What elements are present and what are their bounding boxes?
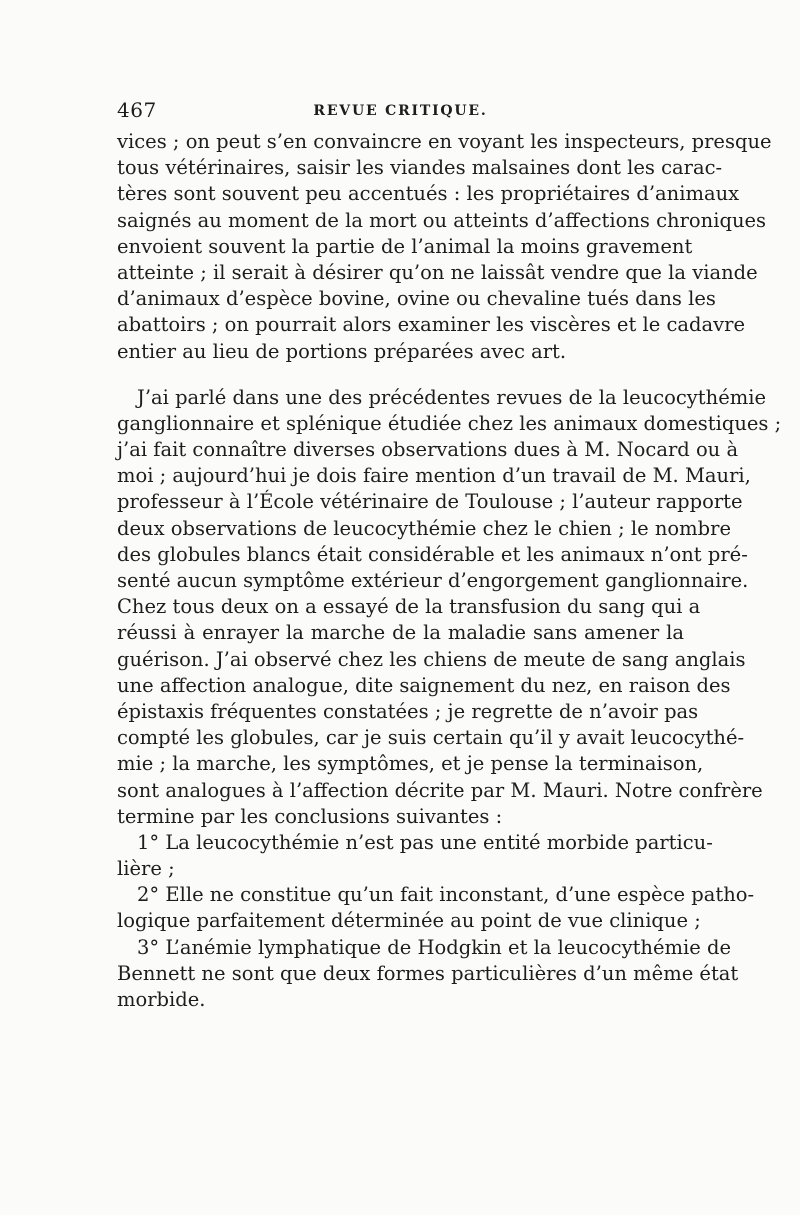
- text-line: compté les globules, car je suis certain qu’il y avait leucocythé-: [117, 726, 745, 750]
- text-line: une affection analogue, dite saignement du nez, en raison des: [117, 673, 731, 697]
- body-text: [117, 129, 782, 1013]
- text-line: sont analogues à l’affection décrite par M. Mauri. Notre confrère: [117, 778, 763, 802]
- conclusion-item-2: [117, 882, 755, 934]
- conclusion-item-3: [117, 935, 739, 1014]
- text-line: termine par les conclusions suivantes :: [117, 804, 503, 828]
- text-line: tous vétérinaires, saisir les viandes malsaines dont les carac-: [117, 156, 723, 180]
- text-line: j’ai fait connaître diverses observations dues à M. Nocard ou à: [117, 438, 739, 462]
- text-line: lière ;: [117, 857, 175, 881]
- text-line: vices ; on peut s’en convaincre en voyant les inspecteurs, presque: [117, 130, 772, 153]
- text-line: moi ; aujourd’hui je dois faire mention d’un travail de M. Mauri,: [117, 464, 751, 488]
- text-line: logique parfaitement déterminée au point de vue clinique ;: [117, 909, 701, 933]
- text-line: envoient souvent la partie de l’animal la moins gravement: [117, 234, 693, 258]
- text-line: Chez tous deux on a essayé de la transfusion du sang qui a: [117, 595, 701, 619]
- text-line: mie ; la marche, les symptômes, et je pense la terminaison,: [117, 752, 704, 776]
- page-header: [117, 98, 684, 126]
- text-line: professeur à l’École vétérinaire de Toulouse ; l’auteur rapporte: [117, 490, 743, 514]
- paragraph-leucocythemie: [117, 385, 782, 830]
- text-line: deux observations de leucocythémie chez le chien ; le nombre: [117, 516, 732, 540]
- text-line: entier au lieu de portions préparées avec art.: [117, 339, 567, 363]
- text-line: abattoirs ; on pourrait alors examiner les viscères et le cadavre: [117, 313, 745, 337]
- text-line: épistaxis fréquentes constatées ; je regrette de n’avoir pas: [117, 699, 699, 723]
- text-line: 2° Elle ne constitue qu’un fait inconstant, d’une espèce patho-: [137, 883, 755, 907]
- text-line: saignés au moment de la mort ou atteints d’affections chroniques: [117, 208, 767, 232]
- text-line: 1° La leucocythémie n’est pas une entité morbide particu-: [137, 830, 713, 854]
- text-line: morbide.: [117, 988, 206, 1011]
- text-line: atteinte ; il serait à désirer qu’on ne laissât vendre que la viande: [117, 260, 758, 284]
- text-line: J’ai parlé dans une des précédentes revues de la leucocythémie: [137, 385, 767, 409]
- text-line: réussi à enrayer la marche de la maladie sans amener la: [117, 621, 684, 645]
- text-line: 3° L’anémie lymphatique de Hodgkin et la leucocythémie de: [137, 935, 732, 959]
- text-line: des globules blancs était considérable et les animaux n’ont pré-: [117, 542, 748, 566]
- text-line: tères sont souvent peu accentués : les propriétaires d’animaux: [117, 182, 740, 206]
- running-title: REVUE CRITIQUE.: [313, 103, 488, 119]
- text-line: guérison. J’ai observé chez les chiens de meute de sang anglais: [117, 647, 746, 671]
- paragraph-continuation: [117, 129, 772, 365]
- text-line: senté aucun symptôme extérieur d’engorgement ganglionnaire.: [117, 569, 749, 592]
- conclusion-item-1: [117, 830, 713, 882]
- page-number: 467: [117, 98, 157, 122]
- text-line: d’animaux d’espèce bovine, ovine ou chevaline tués dans les: [117, 287, 716, 311]
- paragraph-spacer: [117, 365, 684, 385]
- text-line: Bennett ne sont que deux formes particulières d’un même état: [117, 961, 739, 985]
- text-line: ganglionnaire et splénique étudiée chez les animaux domestiques ;: [117, 411, 782, 435]
